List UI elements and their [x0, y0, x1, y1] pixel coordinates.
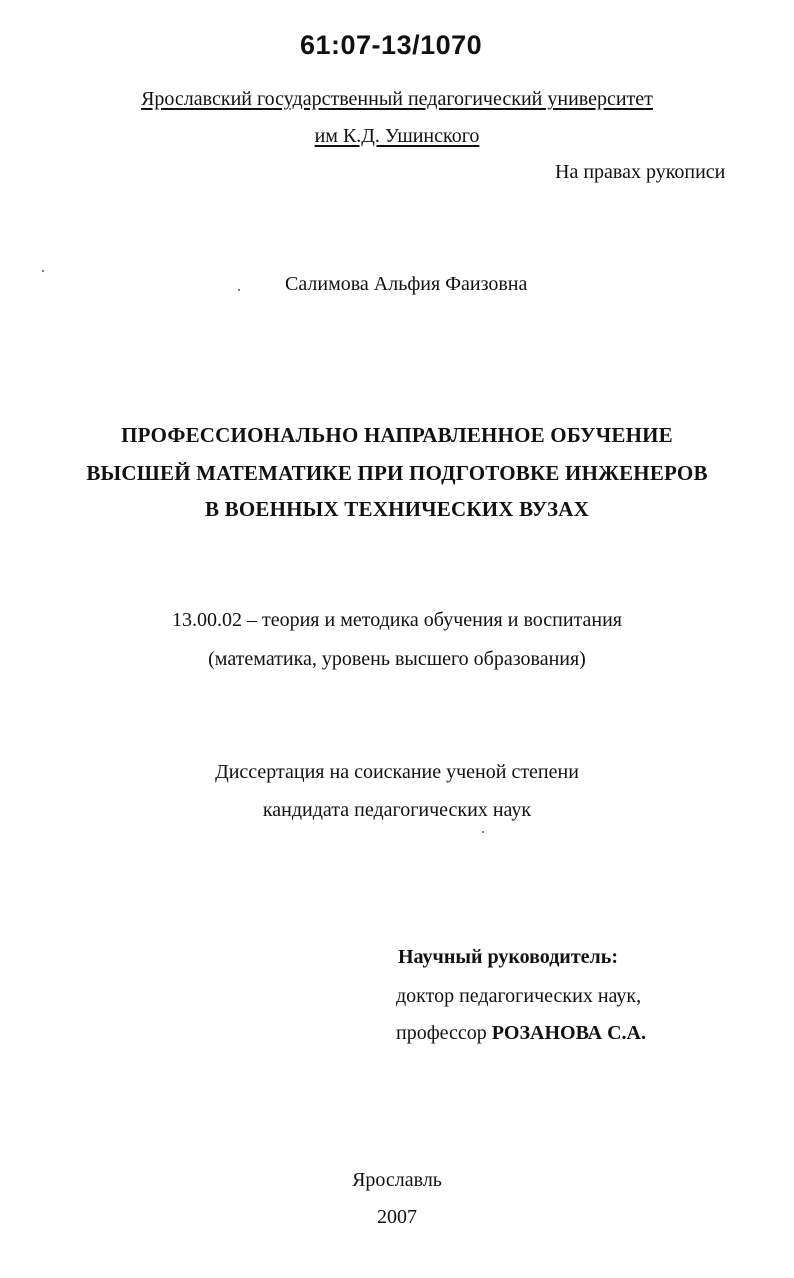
specialty-code-line: 13.00.02 – теория и методика обучения и воспитания [171, 609, 623, 631]
rights-note: На правах рукописи [555, 161, 726, 183]
degree-line-1: Диссертация на соискание ученой степени [215, 761, 579, 783]
city: Ярославль [352, 1169, 442, 1191]
university-name: Ярославский государственный педагогический университет [141, 88, 653, 110]
scan-speck [238, 289, 240, 291]
title-line-3: В ВОЕННЫХ ТЕХНИЧЕСКИХ ВУЗАХ [205, 497, 589, 521]
author-name: Салимова Альфия Фаизовна [285, 273, 528, 295]
title-line-1: ПРОФЕССИОНАЛЬНО НАПРАВЛЕННОЕ ОБУЧЕНИЕ [121, 423, 673, 447]
supervisor-line [396, 1022, 646, 1045]
supervisor-name: РОЗАНОВА С.А. [491, 1022, 646, 1044]
scan-speck [42, 270, 44, 272]
degree-line-2: кандидата педагогических наук [262, 799, 532, 821]
archive-code: 61:07-13/1070 [300, 30, 483, 60]
university-name-suffix: им К.Д. Ушинского [314, 125, 480, 147]
specialty-detail-line: (математика, уровень высшего образования) [208, 648, 586, 670]
year: 2007 [377, 1206, 417, 1228]
scan-speck [482, 831, 484, 833]
supervisor-title: профессор [396, 1022, 487, 1044]
supervisor-degree: доктор педагогических наук, [396, 985, 642, 1007]
supervisor-heading: Научный руководитель: [398, 946, 618, 968]
title-line-2: ВЫСШЕЙ МАТЕМАТИКЕ ПРИ ПОДГОТОВКЕ ИНЖЕНЕРОВ [86, 461, 708, 485]
